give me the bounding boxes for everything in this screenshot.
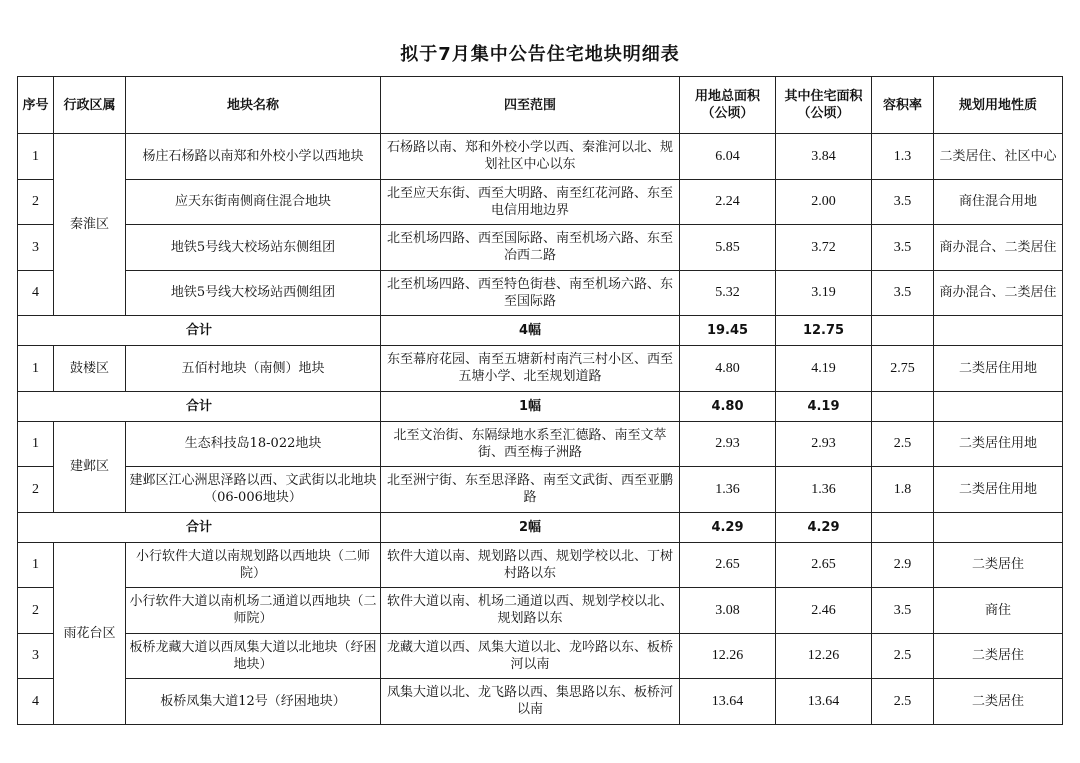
total-area: 2.93 <box>680 421 776 467</box>
summary-use <box>934 512 1063 542</box>
summary-total-area: 19.45 <box>680 316 776 346</box>
table-header-row <box>18 77 1063 134</box>
table-row <box>18 346 1063 392</box>
row-seq: 2 <box>18 588 54 634</box>
land-use: 二类居住用地 <box>934 346 1063 392</box>
total-area: 5.32 <box>680 270 776 316</box>
land-use: 二类居住用地 <box>934 467 1063 513</box>
row-seq: 1 <box>18 346 54 392</box>
district-cell: 雨花台区 <box>54 542 126 724</box>
table-row <box>18 467 1063 513</box>
total-area: 2.65 <box>680 542 776 588</box>
table-row <box>18 679 1063 725</box>
total-area: 12.26 <box>680 633 776 679</box>
summary-label: 合计 <box>18 316 381 346</box>
summary-count: 1幅 <box>381 391 680 421</box>
land-use: 二类居住 <box>934 542 1063 588</box>
parcel-bounds: 北至机场四路、西至特色街巷、南至机场六路、东至国际路 <box>381 270 680 316</box>
summary-row <box>18 512 1063 542</box>
res-area: 1.36 <box>776 467 872 513</box>
parcel-bounds: 北至机场四路、西至国际路、南至机场六路、东至冶西二路 <box>381 225 680 271</box>
parcel-bounds: 北至文治街、东隔绿地水系至汇德路、南至文萃街、西至梅子洲路 <box>381 421 680 467</box>
parcel-name: 建邺区江心洲思泽路以西、文武街以北地块（06-006地块） <box>126 467 381 513</box>
parcel-name: 小行软件大道以南机场二通道以西地块（二师院） <box>126 588 381 634</box>
far-value: 2.75 <box>872 346 934 392</box>
land-use: 商办混合、二类居住 <box>934 270 1063 316</box>
row-seq: 2 <box>18 179 54 225</box>
table-row <box>18 179 1063 225</box>
summary-label: 合计 <box>18 391 381 421</box>
header-use: 规划用地性质 <box>934 77 1063 134</box>
parcel-bounds: 北至洲宁街、东至思泽路、南至文武街、西至亚鹏路 <box>381 467 680 513</box>
summary-far <box>872 316 934 346</box>
summary-use <box>934 316 1063 346</box>
far-value: 2.5 <box>872 679 934 725</box>
parcel-name: 板桥凤集大道12号（纾困地块） <box>126 679 381 725</box>
res-area: 13.64 <box>776 679 872 725</box>
row-seq: 3 <box>18 225 54 271</box>
header-name: 地块名称 <box>126 77 381 134</box>
parcel-name: 板桥龙藏大道以西凤集大道以北地块（纾困地块） <box>126 633 381 679</box>
res-area: 2.00 <box>776 179 872 225</box>
land-use: 商住 <box>934 588 1063 634</box>
district-cell: 鼓楼区 <box>54 346 126 392</box>
summary-row <box>18 316 1063 346</box>
res-area: 3.84 <box>776 134 872 180</box>
table-row <box>18 270 1063 316</box>
land-use: 二类居住用地 <box>934 421 1063 467</box>
row-seq: 4 <box>18 270 54 316</box>
parcel-name: 杨庄石杨路以南郑和外校小学以西地块 <box>126 134 381 180</box>
far-value: 1.8 <box>872 467 934 513</box>
summary-res-area: 4.29 <box>776 512 872 542</box>
parcel-bounds: 东至幕府花园、南至五塘新村南汽三村小区、西至五塘小学、北至规划道路 <box>381 346 680 392</box>
parcel-bounds: 软件大道以南、机场二通道以西、规划学校以北、规划路以东 <box>381 588 680 634</box>
total-area: 2.24 <box>680 179 776 225</box>
res-area: 2.65 <box>776 542 872 588</box>
res-area: 2.46 <box>776 588 872 634</box>
summary-count: 2幅 <box>381 512 680 542</box>
district-cell: 建邺区 <box>54 421 126 512</box>
summary-res-area: 12.75 <box>776 316 872 346</box>
far-value: 2.5 <box>872 633 934 679</box>
district-cell: 秦淮区 <box>54 134 126 316</box>
parcel-name: 地铁5号线大校场站东侧组团 <box>126 225 381 271</box>
land-use: 二类居住、社区中心 <box>934 134 1063 180</box>
summary-use <box>934 391 1063 421</box>
land-use: 商住混合用地 <box>934 179 1063 225</box>
res-area: 12.26 <box>776 633 872 679</box>
total-area: 6.04 <box>680 134 776 180</box>
parcel-bounds: 软件大道以南、规划路以西、规划学校以北、丁树村路以东 <box>381 542 680 588</box>
table-row <box>18 225 1063 271</box>
land-use: 二类居住 <box>934 679 1063 725</box>
header-total-area: 用地总面积（公顷） <box>680 77 776 134</box>
row-seq: 4 <box>18 679 54 725</box>
row-seq: 3 <box>18 633 54 679</box>
table-row <box>18 633 1063 679</box>
land-parcel-table <box>17 76 1063 725</box>
row-seq: 1 <box>18 134 54 180</box>
total-area: 1.36 <box>680 467 776 513</box>
page-title: 拟于7月集中公告住宅地块明细表 <box>400 44 680 65</box>
total-area: 3.08 <box>680 588 776 634</box>
summary-total-area: 4.80 <box>680 391 776 421</box>
land-use: 商办混合、二类居住 <box>934 225 1063 271</box>
table-row <box>18 542 1063 588</box>
land-use: 二类居住 <box>934 633 1063 679</box>
parcel-bounds: 石杨路以南、郑和外校小学以西、秦淮河以北、规划社区中心以东 <box>381 134 680 180</box>
parcel-name: 应天东街南侧商住混合地块 <box>126 179 381 225</box>
res-area: 2.93 <box>776 421 872 467</box>
row-seq: 1 <box>18 421 54 467</box>
summary-label: 合计 <box>18 512 381 542</box>
total-area: 4.80 <box>680 346 776 392</box>
parcel-bounds: 凤集大道以北、龙飞路以西、集思路以东、板桥河以南 <box>381 679 680 725</box>
res-area: 4.19 <box>776 346 872 392</box>
header-far: 容积率 <box>872 77 934 134</box>
table-row <box>18 421 1063 467</box>
summary-res-area: 4.19 <box>776 391 872 421</box>
summary-total-area: 4.29 <box>680 512 776 542</box>
res-area: 3.72 <box>776 225 872 271</box>
parcel-bounds: 北至应天东街、西至大明路、南至红花河路、东至电信用地边界 <box>381 179 680 225</box>
header-res-area: 其中住宅面积（公顷） <box>776 77 872 134</box>
row-seq: 2 <box>18 467 54 513</box>
far-value: 2.5 <box>872 421 934 467</box>
summary-count: 4幅 <box>381 316 680 346</box>
parcel-bounds: 龙藏大道以西、凤集大道以北、龙吟路以东、板桥河以南 <box>381 633 680 679</box>
summary-far <box>872 512 934 542</box>
res-area: 3.19 <box>776 270 872 316</box>
parcel-name: 地铁5号线大校场站西侧组团 <box>126 270 381 316</box>
header-seq: 序号 <box>18 77 54 134</box>
total-area: 5.85 <box>680 225 776 271</box>
summary-row <box>18 391 1063 421</box>
far-value: 3.5 <box>872 225 934 271</box>
far-value: 3.5 <box>872 270 934 316</box>
far-value: 2.9 <box>872 542 934 588</box>
header-district: 行政区属 <box>54 77 126 134</box>
parcel-name: 生态科技岛18-022地块 <box>126 421 381 467</box>
header-bounds: 四至范围 <box>381 77 680 134</box>
far-value: 3.5 <box>872 588 934 634</box>
summary-far <box>872 391 934 421</box>
parcel-name: 小行软件大道以南规划路以西地块（二师院） <box>126 542 381 588</box>
row-seq: 1 <box>18 542 54 588</box>
table-row <box>18 588 1063 634</box>
table-row <box>18 134 1063 180</box>
far-value: 3.5 <box>872 179 934 225</box>
total-area: 13.64 <box>680 679 776 725</box>
far-value: 1.3 <box>872 134 934 180</box>
parcel-name: 五佰村地块（南侧）地块 <box>126 346 381 392</box>
